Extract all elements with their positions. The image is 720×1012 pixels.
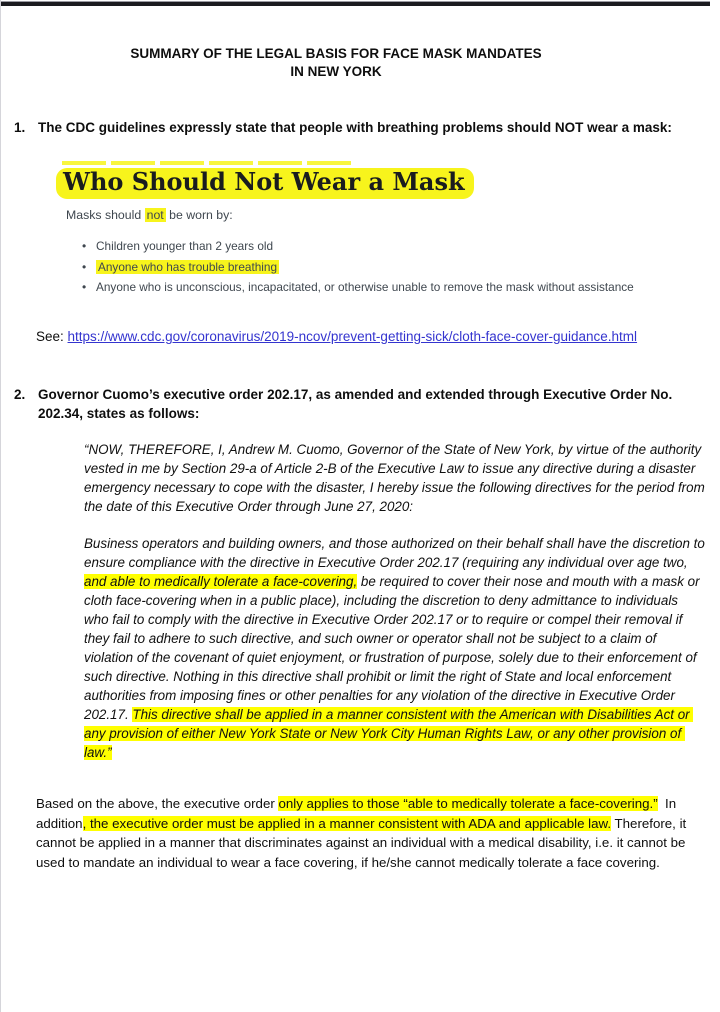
- highlighted-text: not: [146, 208, 164, 222]
- page-border-left: [0, 0, 1, 1012]
- cdc-bullet-list: [62, 240, 662, 294]
- cdc-intro-line: [66, 208, 662, 223]
- reference-line: [36, 329, 637, 344]
- list-item: [62, 281, 662, 294]
- highlight-artifact: [62, 161, 354, 165]
- cdc-guidance-link[interactable]: https://www.cdc.gov/coronavirus/2019-ncov/prevent-getting-sick/cloth-face-cover-guidance.html: [67, 329, 638, 344]
- list-item: [62, 261, 662, 274]
- cdc-heading-row: [56, 168, 662, 199]
- plain-text: Based on the above, the executive order: [36, 796, 279, 811]
- plain-text: be required to cover their nose and mouth with a mask or cloth face-covering when in a public place), including the discretion to deny admittance to individuals who fail to comply with the directive in Executive Order 202.17 or to require or compel their removal if they fail to adhere to such directive, and such owner or operator shall not be subject to a claim of violation of the covenant of quiet enjoyment, or frustration of purpose, solely due to their enforcement of such directive. Nothing in this directive shall prohibit or limit the right of State and local enforcement authorities from imposing fines or other penalties for any violation of the directive in Executive Order 202.17.: [84, 574, 704, 722]
- highlighted-text: , the executive order must be applied in a manner consistent with ADA and applicable law.: [82, 815, 612, 831]
- plain-text: Therefore, it cannot be applied in a manner that discriminates against an individual with a medical disability, i.e. it cannot be used to mandate an individual to wear a face covering, if he/she cannot medically tolerate a face covering.: [36, 815, 690, 870]
- highlighted-text: and able to medically tolerate a face-covering,: [84, 574, 358, 589]
- plain-text: In addition: [36, 796, 680, 831]
- plain-text: Masks should: [66, 208, 145, 222]
- plain-text: Anyone who is unconscious, incapacitated, or otherwise unable to remove the mask without assistance: [96, 280, 634, 294]
- plain-text: Business operators and building owners, and those authorized on their behalf shall have the discretion to ensure compliance with the directive in Executive Order 202.17 (requiring any individual over age two,: [84, 536, 709, 570]
- numbered-item-1: [0, 119, 700, 138]
- document-title-line1: SUMMARY OF THE LEGAL BASIS FOR FACE MASK MANDATES: [130, 46, 542, 61]
- cdc-excerpt: [62, 161, 662, 302]
- item-1-number: 1.: [14, 120, 26, 135]
- document-title: [0, 45, 672, 81]
- document-title-line2: IN NEW YORK: [290, 64, 382, 79]
- closing-paragraph: [36, 794, 691, 872]
- item-2-number: 2.: [14, 387, 26, 402]
- cdc-excerpt-heading: Who Should Not Wear a Mask: [56, 168, 474, 199]
- numbered-item-2: [0, 386, 700, 423]
- list-item: [62, 240, 662, 253]
- highlighted-text: only applies to those “able to medically tolerate a face-covering.”: [278, 796, 658, 811]
- page-border-top: [0, 1, 710, 6]
- executive-order-quote-paragraph-1: “NOW, THEREFORE, I, Andrew M. Cuomo, Governor of the State of New York, by virtue of the authority vested in me by Section 29-a of Article 2-B of the Executive Law to issue any directive during a disaster emergency necessary to cope with the disaster, I hereby issue the following directives for the period from the date of this Executive Order through June 27, 2020:: [84, 442, 709, 514]
- plain-text: be worn by:: [165, 208, 233, 222]
- item-1-heading: The CDC guidelines expressly state that people with breathing problems should NOT wear a mask:: [38, 120, 672, 135]
- item-2-heading: Governor Cuomo’s executive order 202.17, as amended and extended through Executive Order No. 202.34, states as follows:: [38, 387, 673, 421]
- highlighted-text: This directive shall be applied in a manner consistent with the American with Disabilities Act or any provision of either New York State or New York City Human Rights Law, or any other provision of law.”: [84, 707, 694, 760]
- highlighted-text: Anyone who has trouble breathing: [98, 259, 278, 274]
- reference-label: See:: [36, 329, 68, 344]
- plain-text: Children younger than 2 years old: [96, 239, 274, 253]
- executive-order-quote-paragraph-2: [84, 534, 709, 762]
